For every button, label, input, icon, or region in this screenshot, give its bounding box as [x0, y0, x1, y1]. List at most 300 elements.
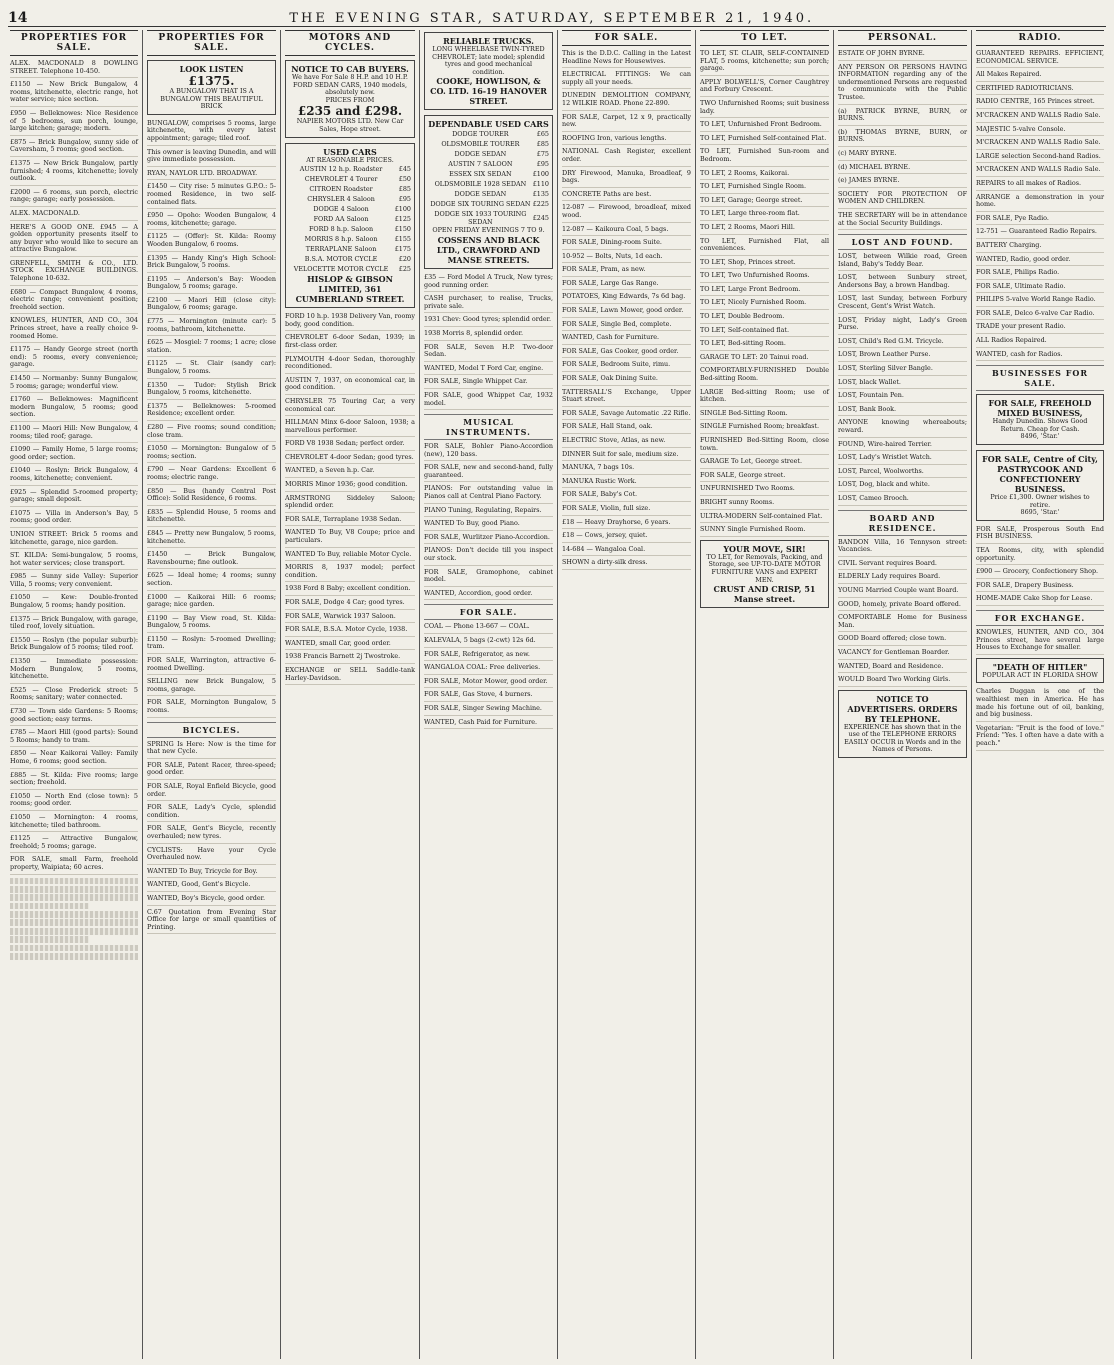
classified-ad: £1350 — Tudor: Stylish Brick Bungalow, 5 rooms, kitchenette.	[147, 382, 276, 400]
classified-ad: SPRING Is Here: Now is the time for that new Cycle.	[147, 741, 276, 759]
section-heading-bicycles: BICYCLES.	[147, 722, 276, 738]
classified-ad: CERTIFIED RADIOTRICIANS.	[976, 85, 1104, 96]
classified-ad: ARMSTRONG Siddeley Saloon; splendid order.	[285, 495, 415, 513]
classified-ad: £1125 — Attractive Bungalow, freehold; 5 rooms; garage.	[10, 835, 138, 853]
story-joke: Vegetarian: "Fruit is the food of love." Friend: "Yes. I often have a date with a peach."	[976, 725, 1104, 751]
feature-ad-text: A BUNGALOW THAT IS A BUNGALOW THIS BEAUTIFUL BRICK	[160, 87, 263, 111]
classified-ad: TO LET, Furnished Flat, all conveniences.	[700, 238, 829, 256]
feature-ad-price: £1375.	[188, 74, 235, 88]
classified-ad: (b) THOMAS BYRNE, BURN, or BURNS.	[838, 129, 967, 147]
text-line-placeholder	[10, 928, 138, 935]
classified-ad: 12-087 — Kaikoura Coal, 5 bags.	[562, 226, 691, 237]
classified-ad: FOUND, Wire-haired Terrier.	[838, 441, 967, 452]
classified-ad: FORD V8 1938 Sedan; perfect order.	[285, 440, 415, 451]
classified-ad: TO LET, Large Front Bedroom.	[700, 286, 829, 297]
vehicle-price: £75	[536, 150, 549, 159]
classified-ad: WOULD Board Two Working Girls.	[838, 676, 967, 687]
music-ad-list	[424, 443, 553, 600]
column-trucks-music	[420, 30, 558, 1359]
classified-ad: LOST, last Sunday, between Forbury Crescent, Gent's Wrist Watch.	[838, 295, 967, 313]
vehicle-price: £65	[536, 130, 549, 139]
classified-ad: 1931 Chev: Good tyres; splendid order.	[424, 316, 553, 327]
price-row	[289, 174, 411, 184]
classified-ad: FOR SALE, Gramophone, cabinet model.	[424, 569, 553, 587]
classified-ad: LOST, Fountain Pen.	[838, 392, 967, 403]
classified-ad: ROOFING Iron, various lengths.	[562, 135, 691, 146]
classified-ad: 12-751 — Guaranteed Radio Repairs.	[976, 228, 1104, 239]
classified-ad: FOR SALE, Dodge 4 Car; good tyres.	[285, 599, 415, 610]
classified-ad: (c) MARY BYRNE.	[838, 150, 967, 161]
classified-ad: GOOD, homely, private Board offered.	[838, 601, 967, 612]
ad-list	[10, 60, 138, 875]
classified-ad: THE SECRETARY will be in attendance at the Social Security Buildings.	[838, 212, 967, 230]
classified-ad: ST. KILDA: Semi-bungalow, 5 rooms, hot water services; close transport.	[10, 552, 138, 570]
vehicle-name: AUSTIN 12 h.p. Roadster	[299, 165, 383, 174]
vehicle-name: OLDSMOBILE TOURER	[441, 140, 520, 149]
classified-ad: ALEX. MACDONALD 8 DOWLING STREET. Telephone 10-450.	[10, 60, 138, 78]
classified-ad: ANYONE knowing whereabouts; reward.	[838, 419, 967, 437]
classified-ad: FOR SALE, Seven H.P. Two-door Sedan.	[424, 344, 553, 362]
classified-ad: CONCRETE Paths are best.	[562, 191, 691, 202]
vehicle-name: DODGE 4 Saloon	[313, 205, 369, 214]
text-line-placeholder	[10, 953, 138, 960]
classified-ad: FOR SALE, Lawn Mower, good order.	[562, 307, 691, 318]
masthead	[8, 4, 1106, 27]
used-cars-title: USED CARS	[323, 146, 377, 157]
classified-ad: HOME-MADE Cake Shop for Lease.	[976, 595, 1104, 606]
classified-ad: TO LET, Unfurnished Front Bedroom.	[700, 121, 829, 132]
trucks-box	[424, 32, 553, 110]
classified-ad: KNOWLES, HUNTER, AND CO., 304 Princes street, have a really choice 9-roomed Home.	[10, 317, 138, 343]
classified-ad: PLYMOUTH 4-door Sedan, thoroughly reconditioned.	[285, 356, 415, 374]
classified-ad: WANTED To Buy, Tricycle for Boy.	[147, 868, 276, 879]
price-row	[428, 149, 549, 159]
classified-ad: TO LET, Double Bedroom.	[700, 313, 829, 324]
classified-ad: CHRYSLER 75 Touring Car, a very economical car.	[285, 398, 415, 416]
classified-ad: ELDERLY Lady requires Board.	[838, 573, 967, 584]
classified-ad: FOR SALE, Dining-room Suite.	[562, 239, 691, 250]
classified-ad: £1395 — Handy King's High School: Brick Bungalow, 5 rooms.	[147, 255, 276, 273]
ad-list	[285, 313, 415, 685]
classified-ad: £35 — Ford Model A Truck, New tyres; good running order.	[424, 274, 553, 292]
classified-ad: £885 — St. Kilda: Five rooms; large section; freehold.	[10, 772, 138, 790]
classified-ad: (e) JAMES BYRNE.	[838, 177, 967, 188]
vehicle-price: £100	[394, 205, 411, 214]
classified-ad: WANTED, Board and Residence.	[838, 663, 967, 674]
classified-ad: (a) PATRICK BYRNE, BURN, or BURNS.	[838, 108, 967, 126]
classified-ad: £1050 — North End (close town): 5 rooms; good order.	[10, 793, 138, 811]
classified-ad: £18 — Heavy Drayhorse, 6 years.	[562, 519, 691, 530]
vehicle-price: £150	[394, 225, 411, 234]
classified-ad: FOR SALE, Gas Cooker, good order.	[562, 348, 691, 359]
classified-ad: £1450 — City rise: 5 minutes G.P.O.: 5-roomed Residence, in two self-contained flats.	[147, 183, 276, 209]
exchange-ad: KNOWLES, HUNTER, AND CO., 304 Princes street, have several large Houses to Exchange for smaller.	[976, 629, 1104, 655]
classified-ad: LOST, Lady's Wristlet Watch.	[838, 454, 967, 465]
price-row	[289, 224, 411, 234]
trucks-text: LONG WHEELBASE TWIN-TYRED CHEVROLET; late model; splendid tyres and good mechanical condition.	[432, 45, 545, 76]
classified-ad: MANUKA Rustic Work.	[562, 478, 691, 489]
price-row	[289, 244, 411, 254]
classified-ad: £1125 — St. Clair (sandy car): Bungalow, 5 rooms.	[147, 360, 276, 378]
move-text: TO LET, for Removals, Packing, and Storage, see UP-TO-DATE MOTOR FURNITURE VANS and EXPERT MEN.	[706, 552, 823, 584]
price-row	[428, 129, 549, 139]
classified-ad: DRY Firewood, Manuka, Broadleaf, 9 bags.	[562, 170, 691, 188]
classified-ad: WANTED, Radio, good order.	[976, 256, 1104, 267]
classified-ad: FOR SALE, Baby's Cot.	[562, 491, 691, 502]
classified-ad: FOR SALE, Ultimate Radio.	[976, 283, 1104, 294]
classified-ad: CHEVROLET 4-door Sedan; good tyres.	[285, 454, 415, 465]
business-box-line3: 8695, 'Star.'	[1020, 508, 1060, 517]
classified-ad: FURNISHED Bed-Sitting Room, close town.	[700, 437, 829, 455]
classified-ad: KALEVALA, 5 bags (2-cwt) 12s 6d.	[424, 637, 553, 648]
classified-ad: UNFURNISHED Two Rooms.	[700, 485, 829, 496]
text-line-placeholder	[10, 911, 138, 918]
classified-ad: FOR SALE, Drapery Business.	[976, 582, 1104, 593]
price-row	[289, 194, 411, 204]
dependable-cars-box	[424, 115, 553, 269]
classified-ad: WANTED, Cash for Furniture.	[562, 334, 691, 345]
classified-ad: ULTRA-MODERN Self-contained Flat.	[700, 513, 829, 524]
classified-ad: WANTED, Accordion, good order.	[424, 590, 553, 601]
classified-ad: £1760 — Belleknowes: Magnificent modern Bungalow, 5 rooms; good section.	[10, 396, 138, 422]
classified-ad: FOR SALE, Wurlitzer Piano-Accordion.	[424, 534, 553, 545]
classified-ad: APPLY BOLWELL'S, Corner Caughtrey and Forbury Crescent.	[700, 79, 829, 97]
classified-ad: LOST, Friday night, Lady's Green Purse.	[838, 317, 967, 335]
classified-ad: £1050 — Mornington: Bungalow of 5 rooms; section.	[147, 445, 276, 463]
classified-ad: £1050 — Mornington: 4 rooms, kitchenette; tiled bathroom.	[10, 814, 138, 832]
classified-ad: FOR SALE, Prosperous South End FISH BUSINESS.	[976, 526, 1104, 544]
business-box-line1: FOR SALE, FREEHOLD MIXED BUSINESS,	[988, 398, 1092, 419]
classified-ad: EXCHANGE or SELL Saddle-tank Harley-Davidson.	[285, 667, 415, 685]
cab-notice-text: We have For Sale 8 H.P. and 10 H.P. FORD SEDAN CARS, 1940 models, absolutely new.	[292, 73, 408, 97]
ad-list	[838, 50, 967, 230]
used-cars-dealer: HISLOP & GIBSON LIMITED, 361 CUMBERLAND STREET.	[295, 274, 405, 305]
classified-ad: DINNER Suit for sale, medium size.	[562, 451, 691, 462]
classified-ad: TO LET, Furnished Self-contained Flat.	[700, 135, 829, 146]
classified-ad: £2000 — 6 rooms, sun porch, electric range; garage; early possession.	[10, 189, 138, 207]
classified-ad: £950 — Belleknowes: Nice Residence of 5 bedrooms, sun porch, lounge, large kitchen; garage; modern.	[10, 110, 138, 136]
vehicle-name: OLDSMOBILE 1928 SEDAN	[434, 180, 527, 189]
classified-ad: CHEVROLET 6-door Sedan, 1939; in first-class order.	[285, 334, 415, 352]
classified-ad: FOR SALE, Royal Enfield Bicycle, good order.	[147, 783, 276, 801]
section-heading-lost-found: LOST AND FOUND.	[838, 234, 967, 250]
classified-ad: ALL Radios Repaired.	[976, 337, 1104, 348]
classified-ad: FOR SALE, Single Whippet Car.	[424, 378, 553, 389]
classified-ad: FOR SALE, Gas Stove, 4 burners.	[424, 691, 553, 702]
classified-ad: TO LET, Garage; George street.	[700, 197, 829, 208]
vehicle-name: DODGE SIX TOURING SEDAN	[430, 200, 531, 209]
classified-ad: This owner is leaving Dunedin, and will give immediate possession.	[147, 149, 276, 167]
dependable-cars-note: OPEN FRIDAY EVENINGS 7 TO 9.	[432, 226, 545, 235]
classified-ad: GARAGE To Let, George street.	[700, 458, 829, 469]
classified-ad: WANTED To Buy, good Piano.	[424, 520, 553, 531]
price-row	[428, 199, 549, 209]
classified-ad: £925 — Splendid 5-roomed property; garage; small deposit.	[10, 489, 138, 507]
vehicle-price: £45	[398, 165, 411, 174]
classified-ad: £1000 — Kaikorai Hill: 6 rooms; garage; nice garden.	[147, 594, 276, 612]
vehicle-price: £20	[398, 255, 411, 264]
ad-list	[424, 274, 553, 410]
page-number: 14	[8, 10, 28, 26]
vehicle-price: £245	[532, 214, 549, 223]
classified-ad: PHILIPS 5-valve World Range Radio.	[976, 296, 1104, 307]
price-row	[428, 179, 549, 189]
classified-ad: 1938 Morris 8, splendid order.	[424, 330, 553, 341]
classified-ad: GARAGE TO LET: 20 Tainui road.	[700, 354, 829, 365]
classified-ad: PIANOS: Don't decide till you inspect our stock.	[424, 547, 553, 565]
vehicle-name: DODGE SEDAN	[454, 190, 507, 199]
classified-ad: £1175 — Handy George street (north end): 5 rooms, every convenience; garage.	[10, 346, 138, 372]
classified-ad: MANUKA, 7 bags 10s.	[562, 464, 691, 475]
classified-ad: C.67 Quotation from Evening Star Office for large or small quantities of Printing.	[147, 909, 276, 935]
trucks-dealer: COOKE, HOWLISON, & CO. LTD. 16-19 HANOVER STREET.	[430, 76, 547, 107]
classified-ad: £850 — Near Kaikorai Valley: Family Home, 6 rooms; good section.	[10, 750, 138, 768]
classified-ad: GOOD Board offered; close town.	[838, 635, 967, 646]
classified-ad: WANTED, Cash Paid for Furniture.	[424, 719, 553, 730]
classified-ad: ANY PERSON OR PERSONS HAVING INFORMATION regarding any of the undermentioned Persons are requested to communicate with the Public Trustee.	[838, 64, 967, 105]
classified-ad: £845 — Pretty new Bungalow, 5 rooms, kitchenette.	[147, 530, 276, 548]
classified-ad: FOR SALE, Motor Mower, good order.	[424, 678, 553, 689]
classified-ad: ELECTRIC Stove, Atlas, as new.	[562, 437, 691, 448]
classified-ad: COAL — Phone 13-667 — COAL.	[424, 623, 553, 634]
classified-ad: FOR SALE, Single Bed, complete.	[562, 321, 691, 332]
classified-ad: LOST, Cameo Brooch.	[838, 495, 967, 506]
classified-ad: CYCLISTS: Have your Cycle Overhauled now.	[147, 847, 276, 865]
story-text: Charles Duggan is one of the wealthiest men in America. He has made his fortune out of oil, banking, and big business.	[976, 688, 1104, 721]
newspaper-title: THE EVENING STAR, SATURDAY, SEPTEMBER 21, 1940.	[289, 11, 815, 26]
column-motors	[281, 30, 420, 1359]
classified-ad: WANTED, Boy's Bicycle, good order.	[147, 895, 276, 906]
classified-ad: LOST, Bank Book.	[838, 406, 967, 417]
classified-ad: COMFORTABLY-FURNISHED Double Bed-sitting Room.	[700, 367, 829, 385]
board-ad-list	[838, 539, 967, 687]
classified-ad: REPAIRS to all makes of Radios.	[976, 180, 1104, 191]
classified-ad: FOR SALE, Terraplane 1938 Sedan.	[285, 516, 415, 527]
classified-ad: LOST, Sterling Silver Bangle.	[838, 365, 967, 376]
classified-ad: M'CRACKEN AND WALLS Radio Sale.	[976, 139, 1104, 150]
classified-ad: SELLING new Brick Bungalow, 5 rooms, garage.	[147, 678, 276, 696]
move-title: YOUR MOVE, SIR!	[723, 543, 806, 554]
classified-ad: £2100 — Maori Hill (close city): Bungalow, 6 rooms; garage.	[147, 297, 276, 315]
classified-ad: SOCIETY FOR PROTECTION OF WOMEN AND CHILDREN.	[838, 191, 967, 209]
vehicle-name: MORRIS 8 h.p. Saloon	[304, 235, 378, 244]
classified-ad: £1150 — New Brick Bungalow, 4 rooms, kitchenette, electric range, hot water service; nice section.	[10, 81, 138, 107]
dependable-cars-title: DEPENDABLE USED CARS	[428, 119, 549, 130]
move-dealer: CRUST AND CRISP, 51 Manse street.	[713, 584, 816, 605]
classified-ad: TO LET, Bed-sitting Room.	[700, 340, 829, 351]
classified-ad: £1450 — Brick Bungalow, Ravensbourne; fine outlook.	[147, 551, 276, 569]
classified-ad: £1125 — (Offer): St. Kilda: Roomy Wooden Bungalow, 6 rooms.	[147, 233, 276, 251]
classified-ad: LOST, Brown Leather Purse.	[838, 351, 967, 362]
classified-ad: M'CRACKEN AND WALLS Radio Sale.	[976, 166, 1104, 177]
classified-ad: £850 — Bus (handy Central Post Office): Solid Residence, 6 rooms.	[147, 488, 276, 506]
classified-ad: AUSTIN 7, 1937, on economical car, in good condition.	[285, 377, 415, 395]
text-line-placeholder	[10, 919, 138, 926]
vehicle-name: ESSEX SIX SEDAN	[449, 170, 512, 179]
price-row	[289, 204, 411, 214]
classified-ad: FOR SALE, Violin, full size.	[562, 505, 691, 516]
price-row	[289, 254, 411, 264]
classified-ad: £525 — Close Frederick street: 5 Rooms; sanitary; water connected.	[10, 687, 138, 705]
classified-ad: FORD 10 h.p. 1938 Delivery Van, roomy body, good condition.	[285, 313, 415, 331]
feature-ad-box	[147, 60, 276, 115]
feature-ad-lead: LOOK LISTEN	[179, 64, 244, 74]
classified-ad: 1938 Francis Barnett 2j Twostroke.	[285, 653, 415, 664]
classified-ad: WANTED, a Seven h.p. Car.	[285, 467, 415, 478]
classified-ad: £1375 — Brick Bungalow, with garage, tiled roof, lovely situation.	[10, 616, 138, 634]
classified-ad: FOR SALE, Patent Racer, three-speed; good order.	[147, 762, 276, 780]
cab-notice-dealer: NAPIER MOTORS LTD. New Car Sales, Hope street.	[296, 117, 404, 133]
vehicle-name: CHEVROLET 4 Tourer	[304, 175, 378, 184]
classified-ad: HERE'S A GOOD ONE. £945 — A golden opportunity presents itself to any buyer who would like to secure an attractive Bungalow.	[10, 224, 138, 257]
trucks-title: RELIABLE TRUCKS.	[443, 36, 534, 46]
price-row	[289, 234, 411, 244]
business-box-1	[976, 394, 1104, 445]
vehicle-name: DODGE SEDAN	[454, 150, 507, 159]
column-to-let	[696, 30, 834, 1359]
vehicle-price: £85	[398, 185, 411, 194]
classified-ad: BRIGHT sunny Rooms.	[700, 499, 829, 510]
classified-ad: TO LET, Self-contained flat.	[700, 327, 829, 338]
classified-ad: £950 — Opoho: Wooden Bungalow, 4 rooms, kitchenette; garage.	[147, 212, 276, 230]
price-row	[289, 214, 411, 224]
classified-ad: All Makes Repaired.	[976, 71, 1104, 82]
column-heading: FOR SALE.	[562, 30, 691, 46]
business-box-line2: Handy Dunedin. Shows Good Return. Cheap for Cash.	[992, 417, 1088, 433]
classified-ad: FOR SALE, Savage Automatic .22 Rifle.	[562, 410, 691, 421]
classified-ad: WANTED To Buy, V8 Coupe; price and particulars.	[285, 529, 415, 547]
classified-ad: £835 — Splendid House, 5 rooms and kitchenette.	[147, 509, 276, 527]
vehicle-name: FORD AA Saloon	[313, 215, 369, 224]
classified-ad: YOUNG Married Couple want Board.	[838, 587, 967, 598]
vehicle-price: £95	[398, 195, 411, 204]
classified-ad: £1190 — Bay View road, St. Kilda: Bungalow, 5 rooms.	[147, 615, 276, 633]
classified-ad: WANTED, Model T Ford Car, engine.	[424, 365, 553, 376]
section-heading-businesses: BUSINESSES FOR SALE.	[976, 365, 1104, 391]
advertiser-notice-text: EXPERIENCE has shown that in the use of the TELEPHONE ERRORS EASILY OCCUR in Words and in the Names of Persons.	[843, 722, 962, 754]
classified-ad: FOR SALE, Warrington, attractive 6-roomed Dwelling.	[147, 657, 276, 675]
classified-ad: 10-952 — Bolts, Nuts, 1d each.	[562, 253, 691, 264]
classified-ad: £1050 — Kew: Double-fronted Bungalow, 5 rooms; handy position.	[10, 594, 138, 612]
classified-ad: FOR SALE, Hall Stand, oak.	[562, 423, 691, 434]
vehicle-price: £225	[532, 200, 549, 209]
vehicle-name: CHRYSLER 4 Saloon	[307, 195, 375, 204]
classified-ad: £18 — Cows, jersey, quiet.	[562, 532, 691, 543]
vehicle-name: FORD 8 h.p. Saloon	[309, 225, 374, 234]
vehicle-price: £85	[536, 140, 549, 149]
vehicle-price: £175	[394, 245, 411, 254]
lost-ad-list	[838, 253, 967, 505]
business-box-line1: FOR SALE, Centre of City, PASTRYCOOK AND CONFECTIONERY BUSINESS.	[982, 454, 1098, 495]
classified-ad: WANTED, small Car, good order.	[285, 640, 415, 651]
classified-ad: £730 — Town side Gardens: 5 Rooms; good section; easy terms.	[10, 708, 138, 726]
text-line-placeholder	[10, 894, 138, 901]
classified-ad: MORRIS 8, 1937 model; perfect condition.	[285, 564, 415, 582]
classified-ad: TO LET, Nicely Furnished Room.	[700, 299, 829, 310]
classified-ad: GUARANTEED REPAIRS. EFFICIENT, ECONOMICAL SERVICE.	[976, 50, 1104, 68]
price-row	[428, 139, 549, 149]
classified-ad: £785 — Maori Hill (good parts): Sound 5 Rooms; handy to tram.	[10, 729, 138, 747]
classified-ad: LOST, Dog, black and white.	[838, 481, 967, 492]
classified-ad: FOR SALE, new and second-hand, fully guaranteed.	[424, 464, 553, 482]
classified-ad: MORRIS Minor 1936; good condition.	[285, 481, 415, 492]
classified-ad: This is the D.D.C. Calling in the Latest Headline News for Housewives.	[562, 50, 691, 68]
section-heading-board: BOARD AND RESIDENCE.	[838, 510, 967, 536]
vehicle-price: £100	[532, 170, 549, 179]
story-title: "DEATH OF HITLER"	[992, 661, 1088, 672]
classified-ad: NATIONAL Cash Register, excellent order.	[562, 148, 691, 166]
text-line-placeholder	[10, 886, 138, 893]
classified-ad: TATTERSALL'S Exchange, Upper Stuart street.	[562, 389, 691, 407]
classified-ad: ESTATE OF JOHN BYRNE.	[838, 50, 967, 61]
classified-ad: FOR SALE, B.S.A. Motor Cycle, 1938.	[285, 626, 415, 637]
vehicle-price: £135	[532, 190, 549, 199]
classified-ad: WANTED, Good, Gent's Bicycle.	[147, 881, 276, 892]
classified-ad: ARRANGE a demonstration in your home.	[976, 194, 1104, 212]
classified-ad: CIVIL Servant requires Board.	[838, 560, 967, 571]
classified-ad: TO LET, Furnished Single Room.	[700, 183, 829, 194]
dependable-cars-dealer: COSSENS AND BLACK LTD., CRAWFORD AND MANSE STREETS.	[436, 234, 541, 265]
text-line-placeholder	[10, 878, 138, 885]
column-properties-1	[6, 30, 143, 1359]
column-heading: TO LET.	[700, 30, 829, 46]
cab-notice-title: NOTICE TO CAB BUYERS.	[291, 64, 409, 74]
vehicle-price: £50	[398, 175, 411, 184]
column-heading: RADIO.	[976, 30, 1104, 46]
classified-ad: FOR SALE, Oak Dining Suite.	[562, 375, 691, 386]
classified-ad: TO LET, Two Unfurnished Rooms.	[700, 272, 829, 283]
classified-ad: 12-087 — Firewood, broadleaf, mixed wood.	[562, 204, 691, 222]
classified-ad: FOR SALE, Gent's Bicycle, recently overhauled; new tyres.	[147, 825, 276, 843]
section-heading-for-sale: FOR SALE.	[424, 604, 553, 620]
business-box-line3: 8496, 'Star.'	[1020, 432, 1060, 441]
dependable-cars-table	[428, 129, 549, 227]
classified-ad: LOST, between Sunbury street, Andersons Bay, a brown Handbag.	[838, 274, 967, 292]
classified-ad: RADIO CENTRE, 165 Princes street.	[976, 98, 1104, 109]
classified-ad: MAJESTIC 5-valve Console.	[976, 126, 1104, 137]
story-subtitle: POPULAR ACT IN FLORIDA SHOW	[982, 670, 1098, 679]
used-cars-box	[285, 143, 415, 309]
column-heading: MOTORS AND CYCLES.	[285, 30, 415, 56]
classified-ad: FOR SALE, small Farm, freehold property, Waipiata; 60 acres.	[10, 856, 138, 874]
classified-ad: £1375 — New Brick Bungalow, partly furnished; 4 rooms, kitchenette; lovely outlook.	[10, 160, 138, 186]
classified-ad: COMFORTABLE Home for Business Man.	[838, 614, 967, 632]
classified-ad: M'CRACKEN AND WALLS Radio Sale.	[976, 112, 1104, 123]
classified-ad: £1350 — Immediate possession: Modern Bungalow, 5 rooms, kitchenette.	[10, 658, 138, 684]
ad-list	[976, 50, 1104, 361]
classified-ad: £1375 — Belleknowes: 5-roomed Residence; excellent order.	[147, 403, 276, 421]
classified-ad: WANTED, cash for Radios.	[976, 351, 1104, 362]
classified-ad: FOR SALE, Bohler Piano-Accordion (new), 120 bass.	[424, 443, 553, 461]
vehicle-name: DODGE SIX 1933 TOURING SEDAN	[434, 210, 527, 227]
cab-notice-prices: £235 and £298.	[297, 104, 403, 119]
vehicle-price: £125	[394, 215, 411, 224]
classified-ad: WANGALOA COAL: Free deliveries.	[424, 664, 553, 675]
classified-ad: £985 — Sunny side Valley: Superior Villa, 5 rooms; very convenient.	[10, 573, 138, 591]
classified-ad: £775 — Mornington (minute car): 5 rooms, bathroom, kitchenette.	[147, 318, 276, 336]
classified-ad: FOR SALE, Carpet, 12 x 9, practically new.	[562, 114, 691, 132]
cab-notice-prices-label: PRICES FROM	[325, 95, 375, 104]
unreadable-text-filler	[10, 878, 138, 960]
classified-ad: £1100 — Maori Hill: New Bungalow, 4 rooms; tiled roof; garage.	[10, 425, 138, 443]
classified-ad: TO LET, 2 Rooms, Maori Hill.	[700, 224, 829, 235]
classified-ad: PIANO Tuning, Regulating, Repairs.	[424, 507, 553, 518]
vehicle-name: TERRAPLANE Saloon	[305, 245, 377, 254]
classified-ad: FOR SALE, Pram, as new.	[562, 266, 691, 277]
classified-ad: CASH purchaser, to realise, Trucks, private sale.	[424, 295, 553, 313]
classified-ad: £1090 — Family Home, 5 large rooms; good order; section.	[10, 446, 138, 464]
ad-list	[147, 120, 276, 718]
